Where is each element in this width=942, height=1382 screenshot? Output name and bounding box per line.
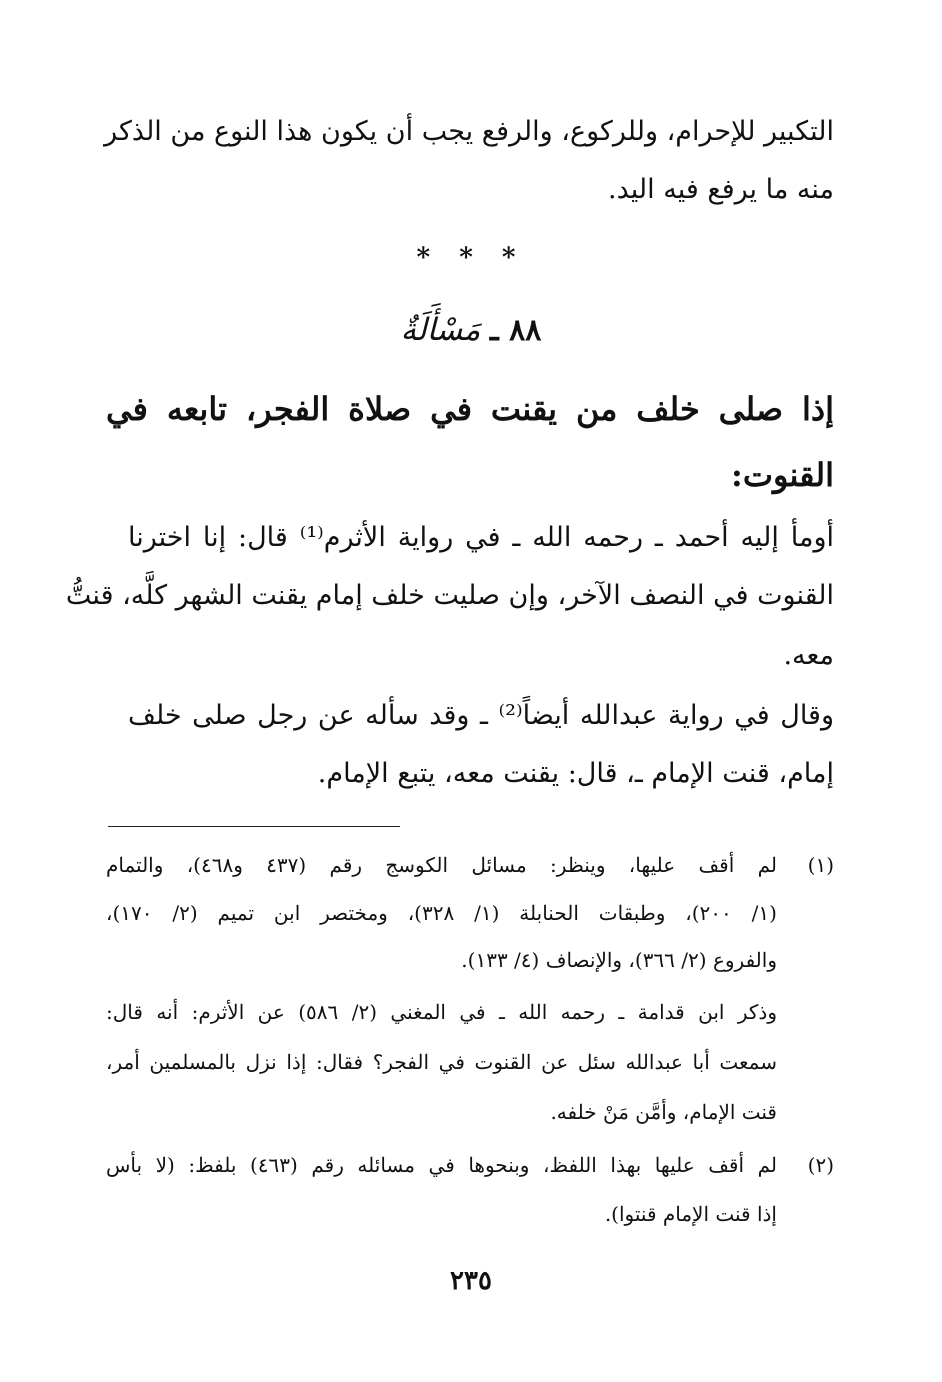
paragraph-1-line-2: القنوت في النصف الآخر، وإن صليت خلف إمام يقنت الشهر كلَّه، قنتُّ: [65, 580, 834, 611]
footnote-separator: [108, 826, 400, 827]
masala-title: [0, 312, 942, 348]
footnote-2-line-2: إذا قنت الإمام قنتوا).: [604, 1202, 777, 1226]
paragraph-2-line-2: إمام، قنت الإمام ـ، قال: يقنت معه، يتبع الإمام.: [317, 758, 834, 789]
footnote-1-line-1: لم أقف عليها، وينظر: مسائل الكوسج رقم (٤٣٧ و٤٦٨)، والتمام: [106, 853, 778, 877]
intro-line-2: منه ما يرفع فيه اليد.: [608, 174, 834, 205]
issue-heading-line-1: إذا صلى خلف من يقنت في صلاة الفجر، تابعه في: [106, 390, 835, 428]
footnote-1-number: (١): [807, 853, 834, 877]
masala-word: مَسْأَلَةٌ: [400, 312, 481, 348]
footnote-1-sub-line-1: وذكر ابن قدامة ـ رحمه الله ـ في المغني (٢/ ٥٨٦) عن الأثرم: أنه قال:: [106, 1000, 777, 1024]
paragraph-1-line-1: أومأ إليه أحمد ـ رحمه الله ـ في رواية الأثرم⁽¹⁾ قال: إنا اخترنا: [128, 522, 834, 553]
paragraph-2-line-1: وقال في رواية عبدالله أيضاً⁽²⁾ ـ وقد سأله عن رجل صلى خلف: [128, 700, 834, 731]
footnote-1-line-2: (١/ ٢٠٠)، وطبقات الحنابلة (١/ ٣٢٨)، ومختصر ابن تميم (٢/ ١٧٠)،: [106, 901, 777, 925]
footnote-2-number: (٢): [807, 1153, 834, 1177]
issue-heading-line-2: القنوت:: [731, 456, 834, 494]
footnote-1-line-3: والفروع (٢/ ٣٦٦)، والإنصاف (٤/ ١٣٣).: [461, 948, 777, 972]
footnote-1-sub-line-2: سمعت أبا عبدالله سئل عن القنوت في الفجر؟ فقال: إذا نزل بالمسلمين أمر،: [106, 1050, 777, 1074]
section-separator: * * *: [416, 243, 526, 273]
intro-line-1: التكبير للإحرام، وللركوع، والرفع يجب أن يكون هذا النوع من الذكر: [104, 116, 834, 147]
masala-number: ٨٨ ـ: [489, 313, 542, 348]
footnote-2-line-1: لم أقف عليها بهذا اللفظ، وبنحوها في مسائله رقم (٤٦٣) بلفظ: (لا بأس: [106, 1153, 777, 1177]
page-number: ٢٣٥: [450, 1266, 492, 1296]
footnote-1-sub-line-3: قنت الإمام، وأمَّن مَنْ خلفه.: [550, 1100, 777, 1124]
paragraph-1-line-3: معه.: [783, 640, 834, 671]
